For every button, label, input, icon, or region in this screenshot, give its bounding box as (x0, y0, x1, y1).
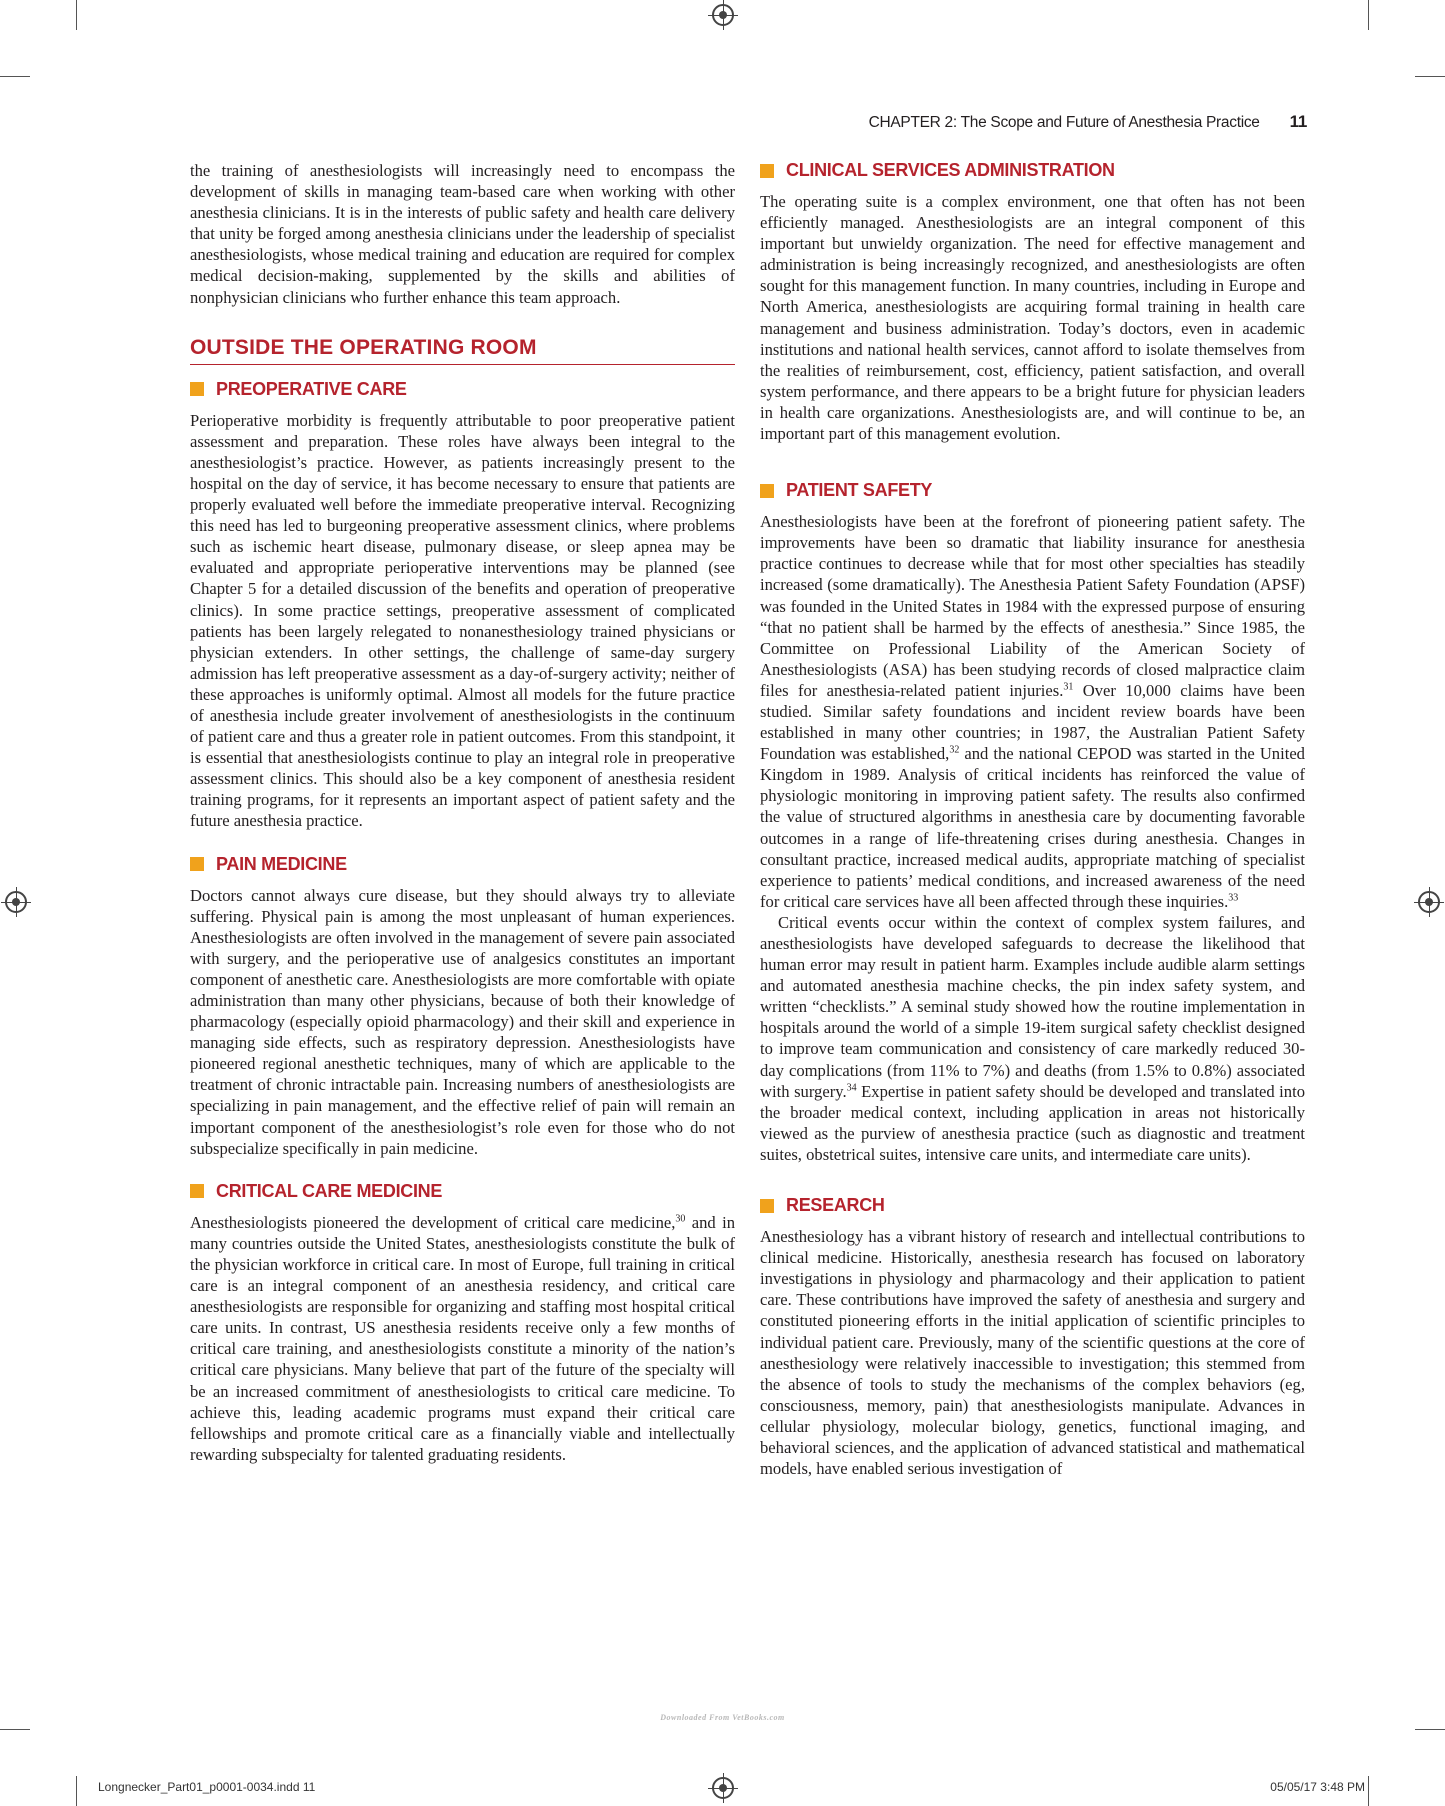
registration-mark-icon (5, 891, 27, 913)
page-number: 11 (1289, 112, 1307, 131)
critical-care-text (190, 1212, 735, 1465)
heading-text: CRITICAL CARE MEDICINE (216, 1180, 443, 1201)
crop-mark (76, 1776, 77, 1806)
preoperative-care-heading (190, 379, 735, 400)
section-square-icon (760, 484, 774, 498)
intro-paragraph: the training of anesthesiologists will increasingly need to encompass the development of skills in managing team-based care when working with other anesthesia clinicians. It is in the interests of public safety and health care delivery that unity be forged among anesthesia clinicians under the leadership of specialist anesthesiologists, whose medical training and education are required for complex medical decision-making, supplemented by the skills and abilities of nonphysician clinicians who further enhance this team approach. (190, 161, 735, 307)
pain-medicine-heading (190, 854, 735, 875)
reference-superscript: 34 (846, 1082, 857, 1094)
text-run: Expertise in patient safety should be developed and translated into the broader medical context, including application in areas not historically viewed as the purview of anesthesia practice (such as diagnostic and treatment suites, obstetrical suites, intensive care units, and intermediate care units). (760, 1081, 1306, 1164)
section-square-icon (190, 857, 204, 871)
text-run: Anesthesiologists pioneered the development of critical care medicine, (190, 1212, 676, 1232)
section-title: OUTSIDE THE OPERATING ROOM (190, 336, 735, 365)
crop-mark (1368, 1776, 1369, 1806)
section-square-icon (760, 1199, 774, 1213)
heading-text: PREOPERATIVE CARE (216, 378, 407, 399)
research-text: Anesthesiology has a vibrant history of research and intellectual contributions to clinical medicine. Historically, anesthesia research has focused on laboratory investigations in physiology and pharmacology and their application to patient care. These contributions have improved the safety of anesthesia and surgery and constituted pioneering efforts in the initial application of scientific principles to individual patient care. Previously, many of the scientific questions at the core of anesthesiology were relatively inaccessible to investigation; this stemmed from the absence of tools to study the mechanisms of the complex behaviors (eg, consciousness, memory, pain) that anesthesiologists manipulate. Advances in cellular physiology, molecular biology, genetics, functional imaging, and behavioral sciences, and the application of advanced statistical and mathematical models, have enabled serious investigation of (760, 1227, 1305, 1479)
registration-mark-icon (712, 1777, 734, 1799)
heading-text: PAIN MEDICINE (216, 853, 347, 874)
reference-superscript: 33 (1228, 892, 1239, 904)
crop-mark (1415, 1729, 1445, 1730)
footer-file-slug: Longnecker_Part01_p0001-0034.indd 11 (98, 1780, 316, 1794)
crop-mark (1368, 0, 1369, 30)
running-title: CHAPTER 2: The Scope and Future of Anesthesia Practice (868, 114, 1260, 131)
preoperative-care-text: Perioperative morbidity is frequently attributable to poor preoperative patient assessment and preparation. These roles have always been integral to the anesthesiologist’s practice. However, as patients increasingly present to the hospital on the day of service, it has become necessary to ensure that patients are properly evaluated well before the immediate preoperative interval. Recognizing this need has led to burgeoning preoperative assessment clinics, where problems such as ischemic heart disease, pulmonary disease, or sleep apnea may be evaluated and appropriate perioperative interventions may be planned (see Chapter 5 for a detailed discussion of the benefits and operation of preoperative clinics). In some practice settings, preoperative assessment of complicated patients has been largely relegated to nonanesthesiology trained physicians or physician extenders. In other settings, the challenge of same-day surgery admission has left preoperative assessment as a day-of-surgery activity; neither of these approaches is uniformly optimal. Almost all models for the future practice of anesthesia include greater involvement of anesthesiologists in the continuum of patient care and thus a greater role in patient outcomes. From this standpoint, it is essential that anesthesiologists continue to play an integral role in preoperative assessment clinics. This should also be a key component of anesthesia resident training programs, for it represents an important aspect of patient safety and the future anesthesia practice. (190, 410, 735, 831)
registration-mark-icon (712, 4, 734, 26)
crop-mark (76, 0, 77, 30)
running-head (760, 112, 1307, 132)
text-run: Anesthesiologists have been at the forefront of pioneering patient safety. The improvements have been so dramatic that liability insurance for anesthesia practice continues to decrease while that for most other specialties has steadily increased (some dramatically). The Anesthesia Patient Safety Foundation (APSF) was founded in the United States in 1984 with the expressed purpose of ensuring “that no patient shall be harmed by the effects of anesthesia.” Since 1985, the Committee on Professional Liability of the American Society of Anesthesiologists (ASA) has been studying records of closed malpractice claim files for anesthesia-related patient injuries. (760, 512, 1305, 700)
heading-text: PATIENT SAFETY (786, 480, 933, 501)
critical-care-heading (190, 1181, 735, 1202)
left-column (190, 160, 735, 1465)
clinical-services-heading (760, 160, 1305, 181)
crop-mark (0, 1729, 30, 1730)
text-run: and the national CEPOD was started in the United Kingdom in 1989. Analysis of critical incidents has reinforced the value of physiologic monitoring in improving patient safety. The results also confirmed the value of structured algorithms in anesthesia care by documenting favorable outcomes in a range of life-threatening crises during anesthesia. Changes in consultant practice, increased medical audits, appropriate matching of specialist experience to patients’ medical conditions, and increased awareness of the need for critical care services have all been affected through these inquiries. (760, 744, 1305, 911)
reference-superscript: 30 (675, 1213, 686, 1225)
patient-safety-paragraph-1 (760, 511, 1305, 912)
crop-mark (1415, 76, 1445, 77)
footer-timestamp: 05/05/17 3:48 PM (1270, 1780, 1365, 1794)
crop-mark (0, 76, 30, 77)
section-square-icon (190, 382, 204, 396)
heading-text: CLINICAL SERVICES ADMINISTRATION (786, 160, 1115, 180)
text-run: and in many countries outside the United States, anesthesiologists constitute the bulk of the physician workforce in critical care. In most of Europe, full training in critical care is an integral component of an anesthesia residency, and critical care anesthesiologists are responsible for organizing and staffing most hospital critical care units. In contrast, US anesthesia residents receive only a few months of critical care training, and anesthesiologists constitute a minority of the nation’s critical care physicians. Many believe that part of the future of the specialty will be an increased commitment of anesthesiologists to critical care medicine. To achieve this, leading academic programs must expand their critical care fellowships and promote critical care as a financially viable and intellectually rewarding subspecialty for talented graduating residents. (190, 1212, 735, 1464)
reference-superscript: 31 (1063, 681, 1074, 693)
research-heading (760, 1195, 1305, 1216)
patient-safety-paragraph-2 (760, 912, 1305, 1165)
text-run: Critical events occur within the context of complex system failures, and anesthesiologists have developed safeguards to decrease the likelihood that human error may result in patient harm. Examples include audible alarm settings and automated anesthesia machine checks, the pin index safety system, and written “checklists.” A seminal study showed how the routine implementation in hospitals around the world of a simple 19-item surgical safety checklist designed to improve team communication and consistency of care markedly reduced 30-day complications (from 11% to 7%) and deaths (from 1.5% to 0.8%) associated with surgery. (760, 912, 1305, 1101)
text-run: Over 10,000 claims have been studied. Similar safety foundations and incident review boards have been established in many other countries; in 1987, the Australian Patient Safety Foundation was established, (760, 680, 1305, 764)
section-square-icon (190, 1184, 204, 1198)
pain-medicine-text: Doctors cannot always cure disease, but they should always try to alleviate suffering. Physical pain is among the most unpleasant of human experiences. Anesthesiologists are often involved in the management of severe pain associated with surgery, and the perioperative use of analgesics constitutes an important component of anesthetic care. Anesthesiologists are more comfortable with opiate administration than many other physicians, because of both their knowledge of pharmacology (especially opioid pharmacology) and their skill and experience in managing side effects, such as respiratory depression. Anesthesiologists have pioneered regional anesthetic techniques, many of which are applicable to the treatment of chronic intractable pain. Increasing numbers of anesthesiologists are specializing in pain management, and the effective relief of pain will remain an important component of the anesthesiologist’s role even for those who do not subspecialize specifically in pain medicine. (190, 885, 735, 1158)
watermark: Downloaded From VetBooks.com (660, 1713, 785, 1722)
registration-mark-icon (1418, 891, 1440, 913)
patient-safety-heading (760, 480, 1305, 501)
reference-superscript: 32 (949, 744, 960, 756)
clinical-services-text: The operating suite is a complex environment, one that often has not been efficiently managed. Anesthesiologists are an integral component of this important but unwieldy organization. The need for effective management and administration is being increasingly recognized, and anesthesiologists are often sought for this management function. In many countries, including in Europe and North America, anesthesiologists are acquiring formal training in health care management and business administration. Today’s doctors, even in academic institutions and national health services, cannot afford to isolate themselves from the realities of reimbursement, cost, efficiency, patient satisfaction, and overall system performance, and there appears to be a bright future for physician leaders in health care organizations. Anesthesiologists are, and will continue to be, an important part of this management evolution. (760, 192, 1305, 444)
section-square-icon (760, 164, 774, 178)
right-column (760, 160, 1305, 1479)
heading-text: RESEARCH (786, 1195, 885, 1216)
